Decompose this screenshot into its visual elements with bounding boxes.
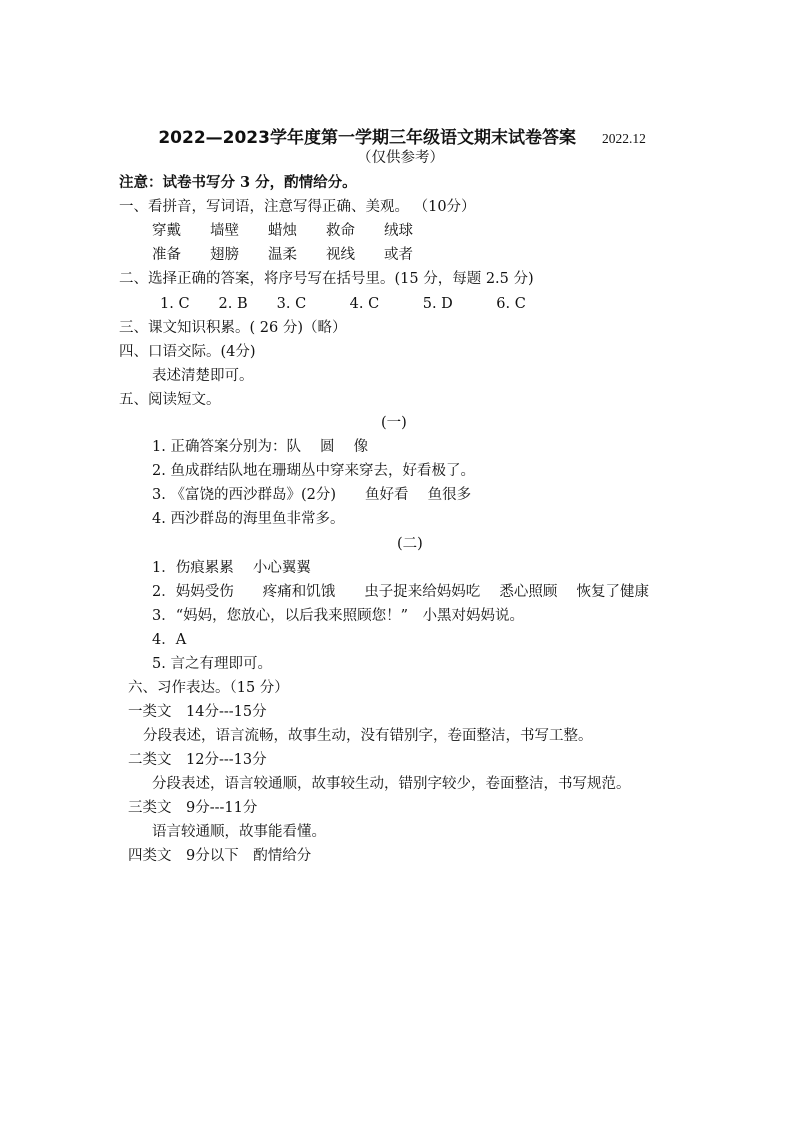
subtitle: （仅供参考） — [357, 150, 444, 166]
section-5-heading: 五、阅读短文。 — [119, 392, 221, 408]
section-5-part-1-label: (一) — [381, 415, 407, 431]
section-4-answer: 表述清楚即可。 — [152, 368, 254, 384]
section-5-part-2-item: 1．伤痕累累 小心翼翼 — [152, 560, 311, 576]
section-5-part-2-label: (二) — [397, 536, 423, 552]
section-5-part-2-item: 4．A — [152, 632, 187, 648]
grade-description: 分段表述，语言较通顺，故事较生动，错别字较少，卷面整洁，书写规范。 — [152, 776, 631, 792]
section-2-answers: 1. C 2. B 3. C 4. C 5. D 6. C — [160, 296, 526, 312]
page-title-row — [0, 104, 794, 148]
section-1-heading: 一、看拼音，写词语，注意写得正确、美观。 （10分） — [119, 199, 476, 215]
section-5-part-1-item: 4. 西沙群岛的海里鱼非常多。 — [152, 511, 345, 527]
grade-title: 四类文 9分以下 酌情给分 — [128, 848, 312, 864]
section-5-part-2-item: 3．“妈妈，您放心，以后我来照顾您！” 小黑对妈妈说。 — [152, 608, 525, 624]
section-5-part-1-item: 2. 鱼成群结队地在珊瑚丛中穿来穿去，好看极了。 — [152, 463, 475, 479]
section-1-words-row-2: 准备 翅膀 温柔 视线 或者 — [152, 247, 413, 263]
page-title: 2022—2023学年度第一学期三年级语文期末试卷答案 — [158, 128, 576, 148]
section-6-heading: 六、习作表达。（15 分） — [128, 680, 289, 696]
grade-title: 一类文 14分---15分 — [128, 704, 267, 720]
grade-title: 三类文 9分---11分 — [128, 800, 258, 816]
grade-description: 语言较通顺，故事能看懂。 — [152, 824, 326, 840]
section-3-heading: 三、课文知识积累。( 26 分)（略） — [119, 320, 347, 336]
section-5-part-2-item: 2．妈妈受伤 疼痛和饥饿 虫子捉来给妈妈吃 悉心照顾 恢复了健康 — [152, 584, 649, 600]
section-4-heading: 四、口语交际。(4分) — [119, 344, 256, 360]
exam-date: 2022.12 — [601, 131, 646, 146]
section-1-words-row-1: 穿戴 墙壁 蜡烛 救命 绒球 — [152, 223, 413, 239]
section-5-part-2-item: 5. 言之有理即可。 — [152, 656, 272, 672]
section-2-heading: 二、选择正确的答案，将序号写在括号里。(15 分，每题 2.5 分) — [119, 271, 534, 287]
section-5-part-1-item: 1. 正确答案分别为：队 圆 像 — [152, 439, 369, 455]
grade-title: 二类文 12分---13分 — [128, 752, 267, 768]
grade-description: 分段表述，语言流畅，故事生动，没有错别字，卷面整洁，书写工整。 — [143, 728, 593, 744]
section-5-part-1-item: 3. 《富饶的西沙群岛》(2分) 鱼好看 鱼很多 — [152, 487, 472, 503]
scoring-note: 注意：试卷书写分 3 分，酌情给分。 — [119, 174, 357, 191]
